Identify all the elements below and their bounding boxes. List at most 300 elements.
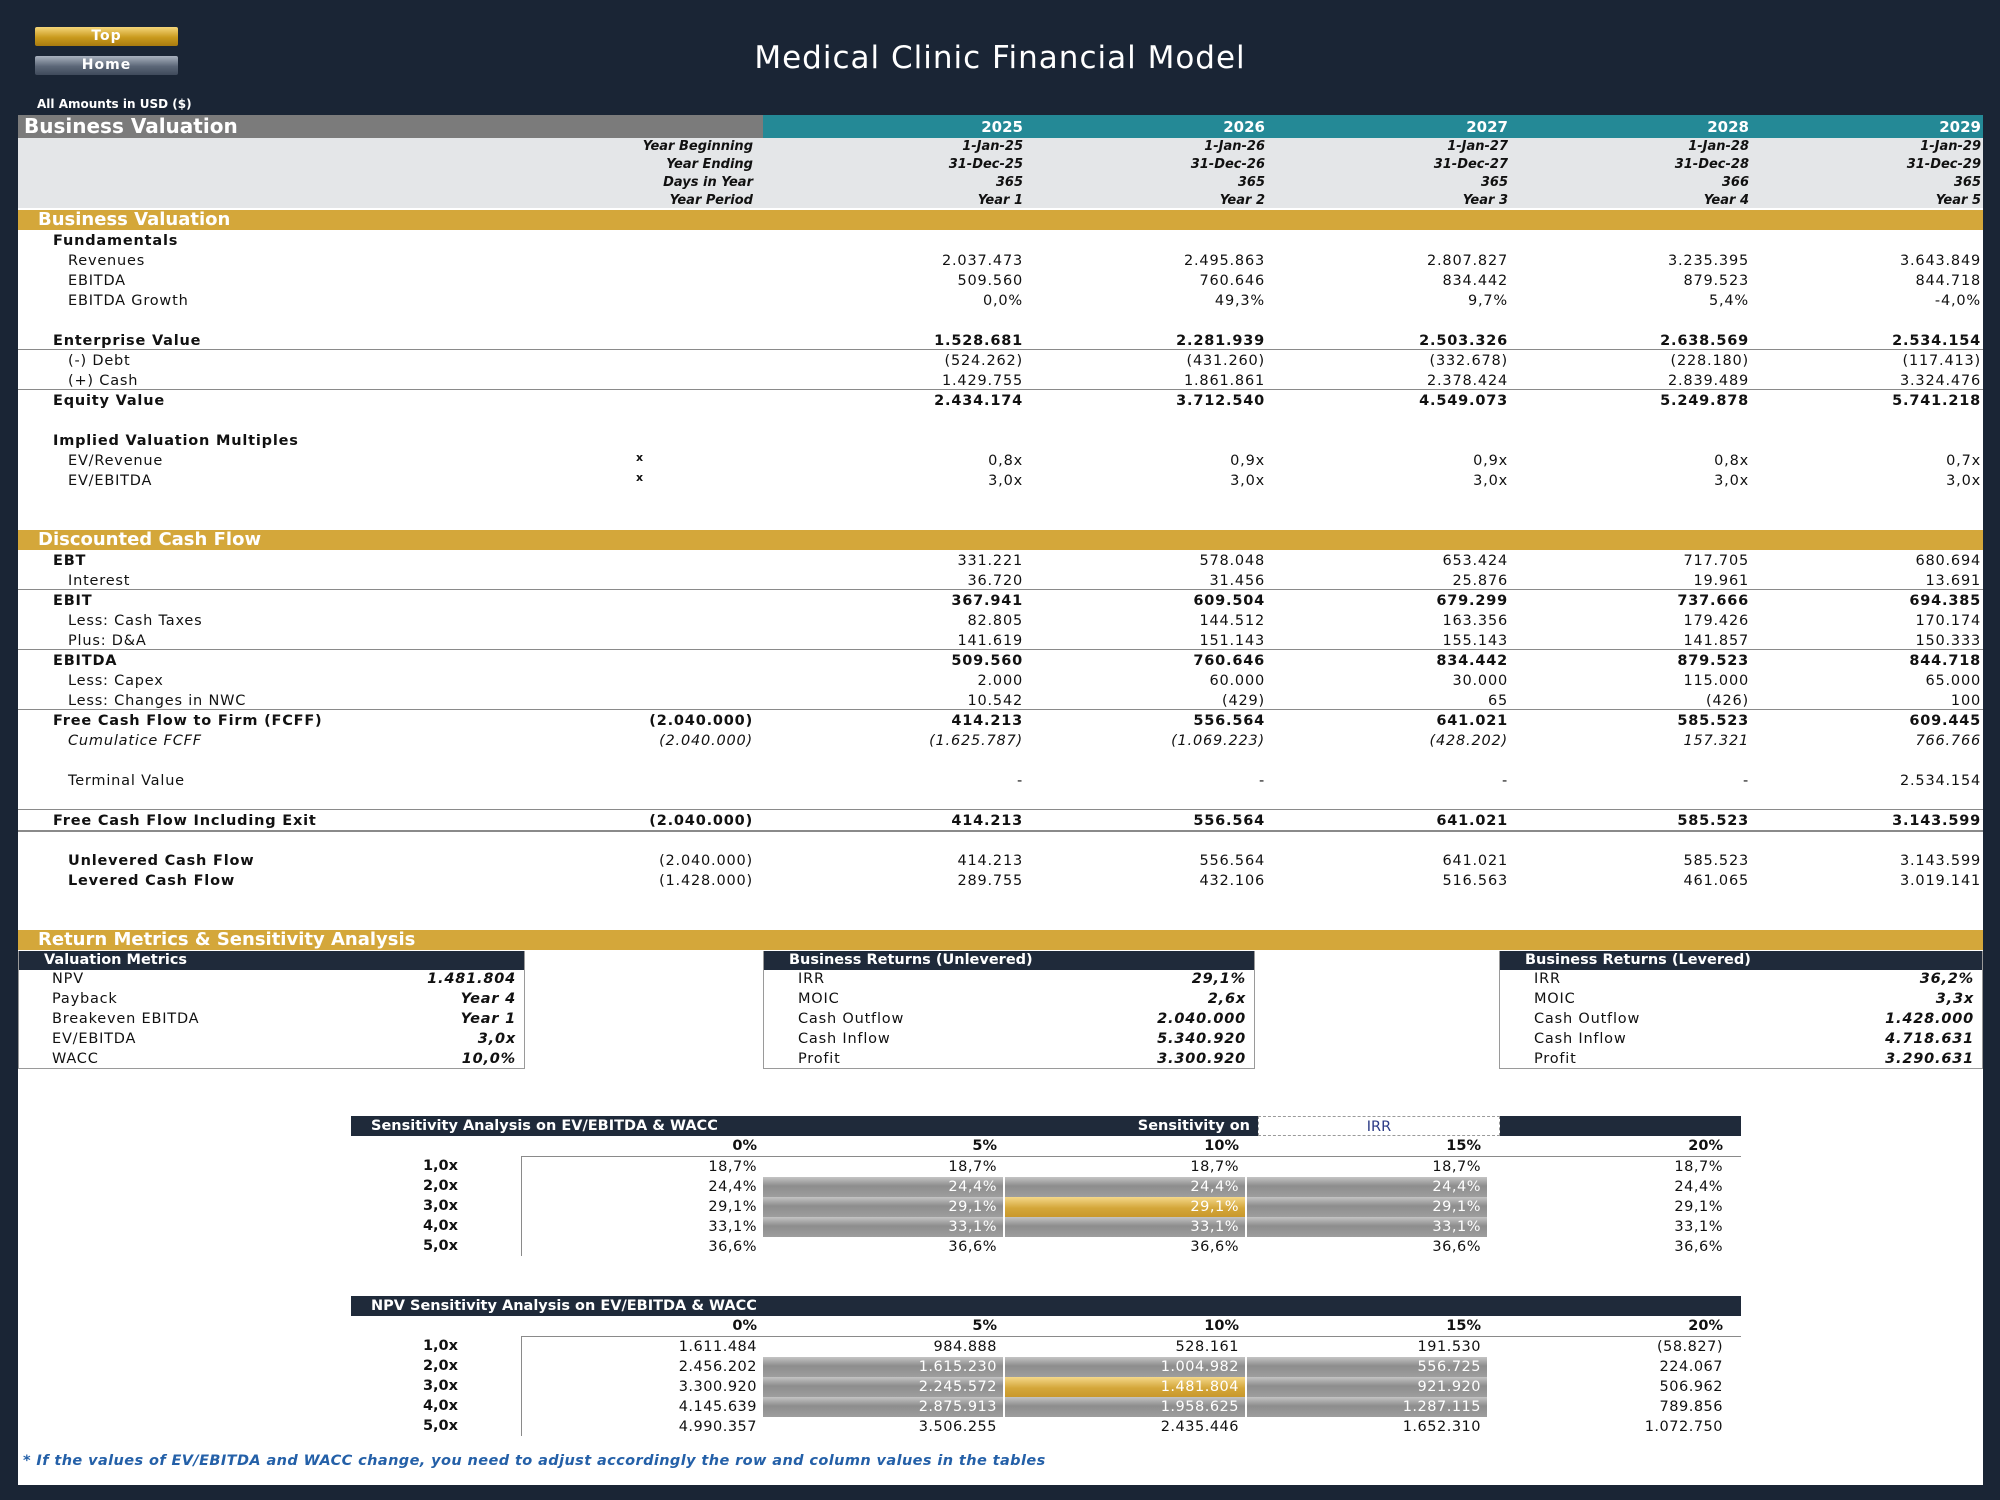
dcf-value: 766.766	[1915, 733, 1981, 749]
dcf-initial-value: (2.040.000)	[659, 733, 753, 749]
dcf-value: 144.512	[1199, 613, 1265, 629]
valuation-value: 0,9x	[1230, 453, 1265, 469]
sensitivity-cell: 29,1%	[1005, 1197, 1245, 1217]
valuation-row-label: EBITDA Growth	[68, 293, 189, 309]
metric-value: 2,6x	[1207, 991, 1246, 1007]
valuation-value: 3,0x	[1946, 473, 1981, 489]
valuation-value: 49,3%	[1214, 293, 1265, 309]
dcf-value: 30.000	[1452, 673, 1508, 689]
year-col-2028: 2028	[1707, 118, 1749, 136]
sensitivity-cell: 18,7%	[1190, 1159, 1239, 1175]
sensitivity-row-header: 5,0x	[422, 1238, 458, 1254]
year-col-2025: 2025	[981, 118, 1023, 136]
valuation-metrics-box	[18, 951, 525, 1069]
valuation-value: 879.523	[1683, 273, 1749, 289]
dcf-value: -	[1016, 773, 1023, 789]
dcf-value: 556.564	[1193, 713, 1265, 729]
date-row-value: Year 4	[1703, 193, 1749, 208]
sensitivity-cell: 4.990.357	[678, 1419, 757, 1435]
band-discounted-cash-flow: Discounted Cash Flow	[18, 530, 1983, 550]
date-row-value: 365	[995, 175, 1023, 190]
valuation-row-label: (+) Cash	[68, 373, 139, 389]
metric-row	[764, 1051, 1254, 1071]
dcf-value: 760.646	[1193, 653, 1265, 669]
sensitivity-axis-line	[521, 1336, 522, 1436]
metric-label: IRR	[798, 971, 825, 987]
dcf-value: (426)	[1706, 693, 1749, 709]
sensitivity-cell: 528.161	[1175, 1339, 1239, 1355]
dcf-value: (429)	[1222, 693, 1265, 709]
dcf-value: 150.333	[1915, 633, 1981, 649]
year-col-2026: 2026	[1223, 118, 1265, 136]
valuation-value: 834.442	[1442, 273, 1508, 289]
date-row-value: 1-Jan-26	[1204, 139, 1265, 154]
valuation-metrics-box-title: Valuation Metrics	[19, 951, 524, 970]
date-row-value: 31-Dec-27	[1433, 157, 1508, 172]
metric-label: Breakeven EBITDA	[52, 1011, 200, 1027]
valuation-value: 1.861.861	[1184, 373, 1265, 389]
date-row-label: Days in Year	[663, 175, 753, 190]
dcf-value: 641.021	[1436, 813, 1508, 829]
date-row-value: 365	[1953, 175, 1981, 190]
dcf-value: 414.213	[951, 713, 1023, 729]
dcf-value: 414.213	[957, 853, 1023, 869]
dcf-value: 737.666	[1677, 593, 1749, 609]
valuation-value: (228.180)	[1670, 353, 1749, 369]
section-header: Business Valuation	[18, 115, 769, 138]
sensitivity-row-header: 2,0x	[422, 1358, 458, 1374]
valuation-value: 2.839.489	[1668, 373, 1749, 389]
metric-value: 4.718.631	[1885, 1031, 1974, 1047]
dcf-row-label: Cumulatice FCFF	[68, 733, 202, 749]
dcf-value: (1.069.223)	[1171, 733, 1265, 749]
metric-row	[19, 991, 524, 1011]
metric-label: Cash Outflow	[798, 1011, 905, 1027]
valuation-row-label: Fundamentals	[53, 233, 179, 249]
dcf-row-label: Less: Capex	[68, 673, 164, 689]
metric-label: Cash Inflow	[1534, 1031, 1627, 1047]
dcf-value: 36.720	[967, 573, 1023, 589]
dcf-value: 179.426	[1683, 613, 1749, 629]
dcf-value: 3.143.599	[1900, 853, 1981, 869]
metric-label: MOIC	[798, 991, 840, 1007]
sensitivity-cell: 24,4%	[1005, 1177, 1245, 1197]
dcf-value: 82.805	[967, 613, 1023, 629]
date-row-value: Year 3	[1462, 193, 1508, 208]
dcf-value: 3.019.141	[1900, 873, 1981, 889]
dcf-value: -	[1501, 773, 1508, 789]
metric-value: 10,0%	[461, 1051, 516, 1067]
sensitivity-row-header: 4,0x	[422, 1218, 458, 1234]
sensitivity-cell: 1.958.625	[1005, 1397, 1245, 1417]
valuation-row-label: Enterprise Value	[53, 333, 202, 349]
valuation-value: 2.434.174	[934, 393, 1023, 409]
sensitivity-col-header: 15%	[1446, 1138, 1481, 1154]
dcf-value: 25.876	[1452, 573, 1508, 589]
sensitivity-row-header: 2,0x	[422, 1178, 458, 1194]
dcf-row-label: Free Cash Flow to Firm (FCFF)	[53, 713, 323, 729]
dcf-row-label: Less: Changes in NWC	[68, 693, 247, 709]
metric-label: MOIC	[1534, 991, 1576, 1007]
metric-value: 5.340.920	[1157, 1031, 1246, 1047]
dcf-value: 157.321	[1683, 733, 1749, 749]
sensitivity-cell: 33,1%	[708, 1219, 757, 1235]
dcf-value: 414.213	[951, 813, 1023, 829]
valuation-value: 3.712.540	[1176, 393, 1265, 409]
page-title: Medical Clinic Financial Model	[754, 40, 1246, 76]
valuation-value: 3,0x	[1714, 473, 1749, 489]
valuation-value: 3,0x	[1230, 473, 1265, 489]
valuation-value: 3.643.849	[1900, 253, 1981, 269]
valuation-value: 2.638.569	[1660, 333, 1749, 349]
date-row-value: Year 2	[1219, 193, 1265, 208]
multiple-unit-marker: x	[636, 471, 644, 484]
dcf-value: 609.504	[1193, 593, 1265, 609]
levered-returns-box-title: Business Returns (Levered)	[1500, 951, 1982, 970]
sensitivity-cell: 29,1%	[1674, 1199, 1723, 1215]
metric-value: 36,2%	[1919, 971, 1974, 987]
sensitivity-cell: 224.067	[1659, 1359, 1723, 1375]
sensitivity-on-label: Sensitivity on	[1137, 1118, 1250, 1134]
sensitivity-row-header: 1,0x	[422, 1158, 458, 1174]
dcf-value: 641.021	[1436, 713, 1508, 729]
dcf-row-label: Less: Cash Taxes	[68, 613, 203, 629]
valuation-value: 3.235.395	[1668, 253, 1749, 269]
dcf-row-label: Interest	[68, 573, 131, 589]
sensitivity-col-header: 5%	[972, 1318, 997, 1334]
sensitivity-cell: 33,1%	[763, 1217, 1003, 1237]
dcf-value: 2.534.154	[1900, 773, 1981, 789]
date-row-value: 365	[1480, 175, 1508, 190]
dcf-value: 115.000	[1683, 673, 1749, 689]
sensitivity-row-header: 3,0x	[422, 1198, 458, 1214]
valuation-value: 0,7x	[1946, 453, 1981, 469]
sensitivity-cell: 36,6%	[1190, 1239, 1239, 1255]
dcf-value: 331.221	[957, 553, 1023, 569]
sensitivity-cell: 2.456.202	[678, 1359, 757, 1375]
sensitivity-cell: 36,6%	[948, 1239, 997, 1255]
sensitivity-cell: 29,1%	[763, 1197, 1003, 1217]
metric-value: Year 1	[460, 1011, 516, 1027]
dcf-row-label: EBT	[53, 553, 87, 569]
sensitivity_irr-title-text: Sensitivity Analysis on EV/EBITDA & WACC	[371, 1118, 718, 1134]
dcf-initial-value: (2.040.000)	[659, 853, 753, 869]
valuation-row-label: Equity Value	[53, 393, 165, 409]
metric-label: WACC	[52, 1051, 99, 1067]
date-row-value: 365	[1237, 175, 1265, 190]
valuation-value: 9,7%	[1467, 293, 1508, 309]
sensitivity-cell: 3.506.255	[918, 1419, 997, 1435]
date-row-value: 1-Jan-27	[1447, 139, 1508, 154]
dcf-value: 65	[1487, 693, 1508, 709]
valuation-value: 2.807.827	[1427, 253, 1508, 269]
sensitivity-cell: 1.611.484	[678, 1339, 757, 1355]
valuation-value: 2.281.939	[1176, 333, 1265, 349]
dcf-value: 100	[1950, 693, 1981, 709]
dcf-value: 585.523	[1677, 813, 1749, 829]
sensitivity-cell: 24,4%	[1247, 1177, 1487, 1197]
metric-row	[764, 1031, 1254, 1051]
dcf-value: 31.456	[1209, 573, 1265, 589]
dcf-row-label: Levered Cash Flow	[68, 873, 236, 889]
valuation-value: 3,0x	[1473, 473, 1508, 489]
dcf-value: 60.000	[1209, 673, 1265, 689]
dcf-value: 155.143	[1442, 633, 1508, 649]
metric-row	[1500, 1031, 1982, 1051]
valuation-value: 0,8x	[1714, 453, 1749, 469]
metric-row	[19, 1051, 524, 1071]
sensitivity-cell: 556.725	[1247, 1357, 1487, 1377]
valuation-value: 3,0x	[988, 473, 1023, 489]
valuation-value: 0,9x	[1473, 453, 1508, 469]
dcf-value: 717.705	[1683, 553, 1749, 569]
sensitivity-selector[interactable]: IRR	[1258, 1116, 1500, 1136]
date-row-value: 31-Dec-29	[1906, 157, 1981, 172]
home-button[interactable]: Home	[35, 56, 178, 75]
metric-row	[19, 971, 524, 991]
date-row-value: 31-Dec-28	[1674, 157, 1749, 172]
dcf-value: 834.442	[1436, 653, 1508, 669]
footnote: * If the values of EV/EBITDA and WACC change, you need to adjust accordingly the row and column values in the tables	[23, 1453, 1046, 1469]
row-divider	[18, 809, 1983, 810]
unlevered-returns-box-title: Business Returns (Unlevered)	[764, 951, 1254, 970]
sensitivity-col-header: 20%	[1688, 1138, 1723, 1154]
dcf-value: 10.542	[967, 693, 1023, 709]
dcf-value: 151.143	[1199, 633, 1265, 649]
date-row-value: 1-Jan-29	[1920, 139, 1981, 154]
unlevered-returns-box	[763, 951, 1255, 1069]
year-col-2027: 2027	[1466, 118, 1508, 136]
sensitivity-cell: 1.481.804	[1005, 1377, 1245, 1397]
dcf-row-label: Unlevered Cash Flow	[68, 853, 255, 869]
dcf-value: 641.021	[1442, 853, 1508, 869]
dcf-value: 609.445	[1909, 713, 1981, 729]
sensitivity-cell: 29,1%	[708, 1199, 757, 1215]
dcf-value: 19.961	[1693, 573, 1749, 589]
metric-row	[1500, 1011, 1982, 1031]
sensitivity-cell: 18,7%	[948, 1159, 997, 1175]
sensitivity-cell: 2.435.446	[1160, 1419, 1239, 1435]
dcf-value: 516.563	[1442, 873, 1508, 889]
sensitivity-cell: 18,7%	[1432, 1159, 1481, 1175]
metric-value: 3.290.631	[1885, 1051, 1974, 1067]
row-divider	[18, 389, 1983, 390]
valuation-row-label: Revenues	[68, 253, 146, 269]
valuation-value: 2.378.424	[1427, 373, 1508, 389]
sensitivity-cell: 33,1%	[1674, 1219, 1723, 1235]
metric-row	[764, 1011, 1254, 1031]
valuation-value: (431.260)	[1186, 353, 1265, 369]
valuation-value: 5.249.878	[1660, 393, 1749, 409]
dcf-value: -	[1258, 773, 1265, 789]
date-row-value: Year 1	[977, 193, 1023, 208]
date-row-label: Year Ending	[666, 157, 753, 172]
metric-value: 29,1%	[1191, 971, 1246, 987]
sensitivity-cell: 921.920	[1247, 1377, 1487, 1397]
dcf-row-label: Terminal Value	[68, 773, 185, 789]
dcf-value: 163.356	[1442, 613, 1508, 629]
sensitivity-col-header: 10%	[1204, 1318, 1239, 1334]
sensitivity-cell: 29,1%	[1247, 1197, 1487, 1217]
currency-note: All Amounts in USD ($)	[37, 97, 192, 111]
sensitivity-cell: 1.615.230	[763, 1357, 1003, 1377]
sensitivity-cell: 1.072.750	[1644, 1419, 1723, 1435]
valuation-value: 3.324.476	[1900, 373, 1981, 389]
dcf-value: 170.174	[1915, 613, 1981, 629]
sensitivity-cell: 3.300.920	[678, 1379, 757, 1395]
valuation-row-label: EV/Revenue	[68, 453, 164, 469]
sensitivity-cell: 191.530	[1417, 1339, 1481, 1355]
metric-label: Cash Inflow	[798, 1031, 891, 1047]
dcf-value: 556.564	[1199, 853, 1265, 869]
dcf-value: 680.694	[1915, 553, 1981, 569]
sensitivity-cell: 4.145.639	[678, 1399, 757, 1415]
valuation-value: (117.413)	[1902, 353, 1981, 369]
valuation-row-label: (-) Debt	[68, 353, 131, 369]
valuation-value: (332.678)	[1429, 353, 1508, 369]
valuation-value: 4.549.073	[1419, 393, 1508, 409]
sensitivity-cell: 33,1%	[1247, 1217, 1487, 1237]
metric-value: 3.300.920	[1157, 1051, 1246, 1067]
metric-label: Cash Outflow	[1534, 1011, 1641, 1027]
dcf-value: 65.000	[1925, 673, 1981, 689]
metric-label: Profit	[1534, 1051, 1577, 1067]
sensitivity-cell: 24,4%	[708, 1179, 757, 1195]
sensitivity-cell: 1.652.310	[1402, 1419, 1481, 1435]
row-divider-double	[18, 830, 1983, 832]
valuation-value: 509.560	[957, 273, 1023, 289]
metric-label: Payback	[52, 991, 118, 1007]
sensitivity-cell: 789.856	[1659, 1399, 1723, 1415]
date-row-value: 31-Dec-26	[1190, 157, 1265, 172]
dcf-value: 585.523	[1677, 713, 1749, 729]
dcf-value: 844.718	[1909, 653, 1981, 669]
sensitivity-row-header: 4,0x	[422, 1398, 458, 1414]
row-divider	[18, 349, 1983, 350]
dcf-value: 13.691	[1925, 573, 1981, 589]
sensitivity-cell: 24,4%	[763, 1177, 1003, 1197]
valuation-value: 5.741.218	[1892, 393, 1981, 409]
sensitivity-col-header: 0%	[732, 1138, 757, 1154]
dcf-value: 3.143.599	[1892, 813, 1981, 829]
metric-row	[1500, 991, 1982, 1011]
dcf-value: 509.560	[951, 653, 1023, 669]
date-row-label: Year Beginning	[642, 139, 753, 154]
metric-row	[764, 991, 1254, 1011]
dcf-initial-value: (2.040.000)	[649, 813, 753, 829]
metric-label: EV/EBITDA	[52, 1031, 137, 1047]
date-row-value: Year 5	[1935, 193, 1981, 208]
date-row-value: 31-Dec-25	[948, 157, 1023, 172]
valuation-value: 760.646	[1199, 273, 1265, 289]
dcf-value: 141.857	[1683, 633, 1749, 649]
sensitivity_irr-title-tail	[1500, 1116, 1741, 1136]
dcf-value: 879.523	[1677, 653, 1749, 669]
date-row-value: 1-Jan-25	[962, 139, 1023, 154]
sensitivity-cell: 36,6%	[1432, 1239, 1481, 1255]
sensitivity-row-header: 1,0x	[422, 1338, 458, 1354]
valuation-row-label: EBITDA	[68, 273, 126, 289]
sensitivity-col-header: 5%	[972, 1138, 997, 1154]
metric-value: 2.040.000	[1157, 1011, 1246, 1027]
metric-value: Year 4	[460, 991, 516, 1007]
metric-value: 1.428.000	[1885, 1011, 1974, 1027]
valuation-value: 1.429.755	[942, 373, 1023, 389]
sensitivity-cell: 1.287.115	[1247, 1397, 1487, 1417]
dcf-value: 679.299	[1436, 593, 1508, 609]
date-row-label: Year Period	[669, 193, 753, 208]
row-divider	[18, 649, 1983, 650]
metric-value: 3,3x	[1935, 991, 1974, 1007]
metric-value: 1.481.804	[427, 971, 516, 987]
valuation-sheet	[18, 115, 1983, 1485]
sensitivity-cell: 1.004.982	[1005, 1357, 1245, 1377]
dcf-value: 578.048	[1199, 553, 1265, 569]
sensitivity-col-header: 0%	[732, 1318, 757, 1334]
row-divider	[18, 589, 1983, 590]
row-divider	[18, 709, 1983, 710]
sensitivity-row-header: 3,0x	[422, 1378, 458, 1394]
sensitivity-cell: 2.875.913	[763, 1397, 1003, 1417]
metric-label: IRR	[1534, 971, 1561, 987]
sensitivity-col-header: 20%	[1688, 1318, 1723, 1334]
metric-label: Profit	[798, 1051, 841, 1067]
valuation-value: (524.262)	[944, 353, 1023, 369]
dcf-value: 432.106	[1199, 873, 1265, 889]
valuation-value: 5,4%	[1708, 293, 1749, 309]
dcf-value: 141.619	[957, 633, 1023, 649]
sensitivity_npv-title-text: NPV Sensitivity Analysis on EV/EBITDA & WACC	[371, 1298, 757, 1314]
metric-row	[19, 1031, 524, 1051]
metric-row	[1500, 971, 1982, 991]
sensitivity-cell: 506.962	[1659, 1379, 1723, 1395]
dcf-value: 653.424	[1442, 553, 1508, 569]
sensitivity-cell: 18,7%	[1674, 1159, 1723, 1175]
sensitivity-cell: 33,1%	[1005, 1217, 1245, 1237]
dcf-value: 2.000	[977, 673, 1023, 689]
valuation-value: 2.495.863	[1184, 253, 1265, 269]
levered-returns-box	[1499, 951, 1983, 1069]
sensitivity-cell: 984.888	[933, 1339, 997, 1355]
metric-label: NPV	[52, 971, 84, 987]
sensitivity-axis-line	[521, 1156, 522, 1256]
metric-row	[19, 1011, 524, 1031]
sensitivity-cell: 24,4%	[1674, 1179, 1723, 1195]
metric-row	[764, 971, 1254, 991]
valuation-row-label: Implied Valuation Multiples	[53, 433, 299, 449]
valuation-value: 1.528.681	[934, 333, 1023, 349]
dcf-value: 289.755	[957, 873, 1023, 889]
sensitivity-cell: (58.827)	[1656, 1339, 1723, 1355]
valuation-value: 2.037.473	[942, 253, 1023, 269]
metric-value: 3,0x	[477, 1031, 516, 1047]
year-col-2029: 2029	[1939, 118, 1981, 136]
multiple-unit-marker: x	[636, 451, 644, 464]
top-button[interactable]: Top	[35, 27, 178, 46]
dcf-row-label: EBITDA	[53, 653, 118, 669]
dcf-initial-value: (2.040.000)	[649, 713, 753, 729]
band-return-metrics: Return Metrics & Sensitivity Analysis	[18, 930, 1983, 950]
dcf-row-label: EBIT	[53, 593, 93, 609]
metric-row	[1500, 1051, 1982, 1071]
sensitivity-col-header: 10%	[1204, 1138, 1239, 1154]
dcf-value: 694.385	[1909, 593, 1981, 609]
dcf-value: 461.065	[1683, 873, 1749, 889]
date-row-value: 366	[1721, 175, 1749, 190]
dcf-value: (1.625.787)	[929, 733, 1023, 749]
sensitivity-cell: 18,7%	[708, 1159, 757, 1175]
valuation-value: 844.718	[1915, 273, 1981, 289]
